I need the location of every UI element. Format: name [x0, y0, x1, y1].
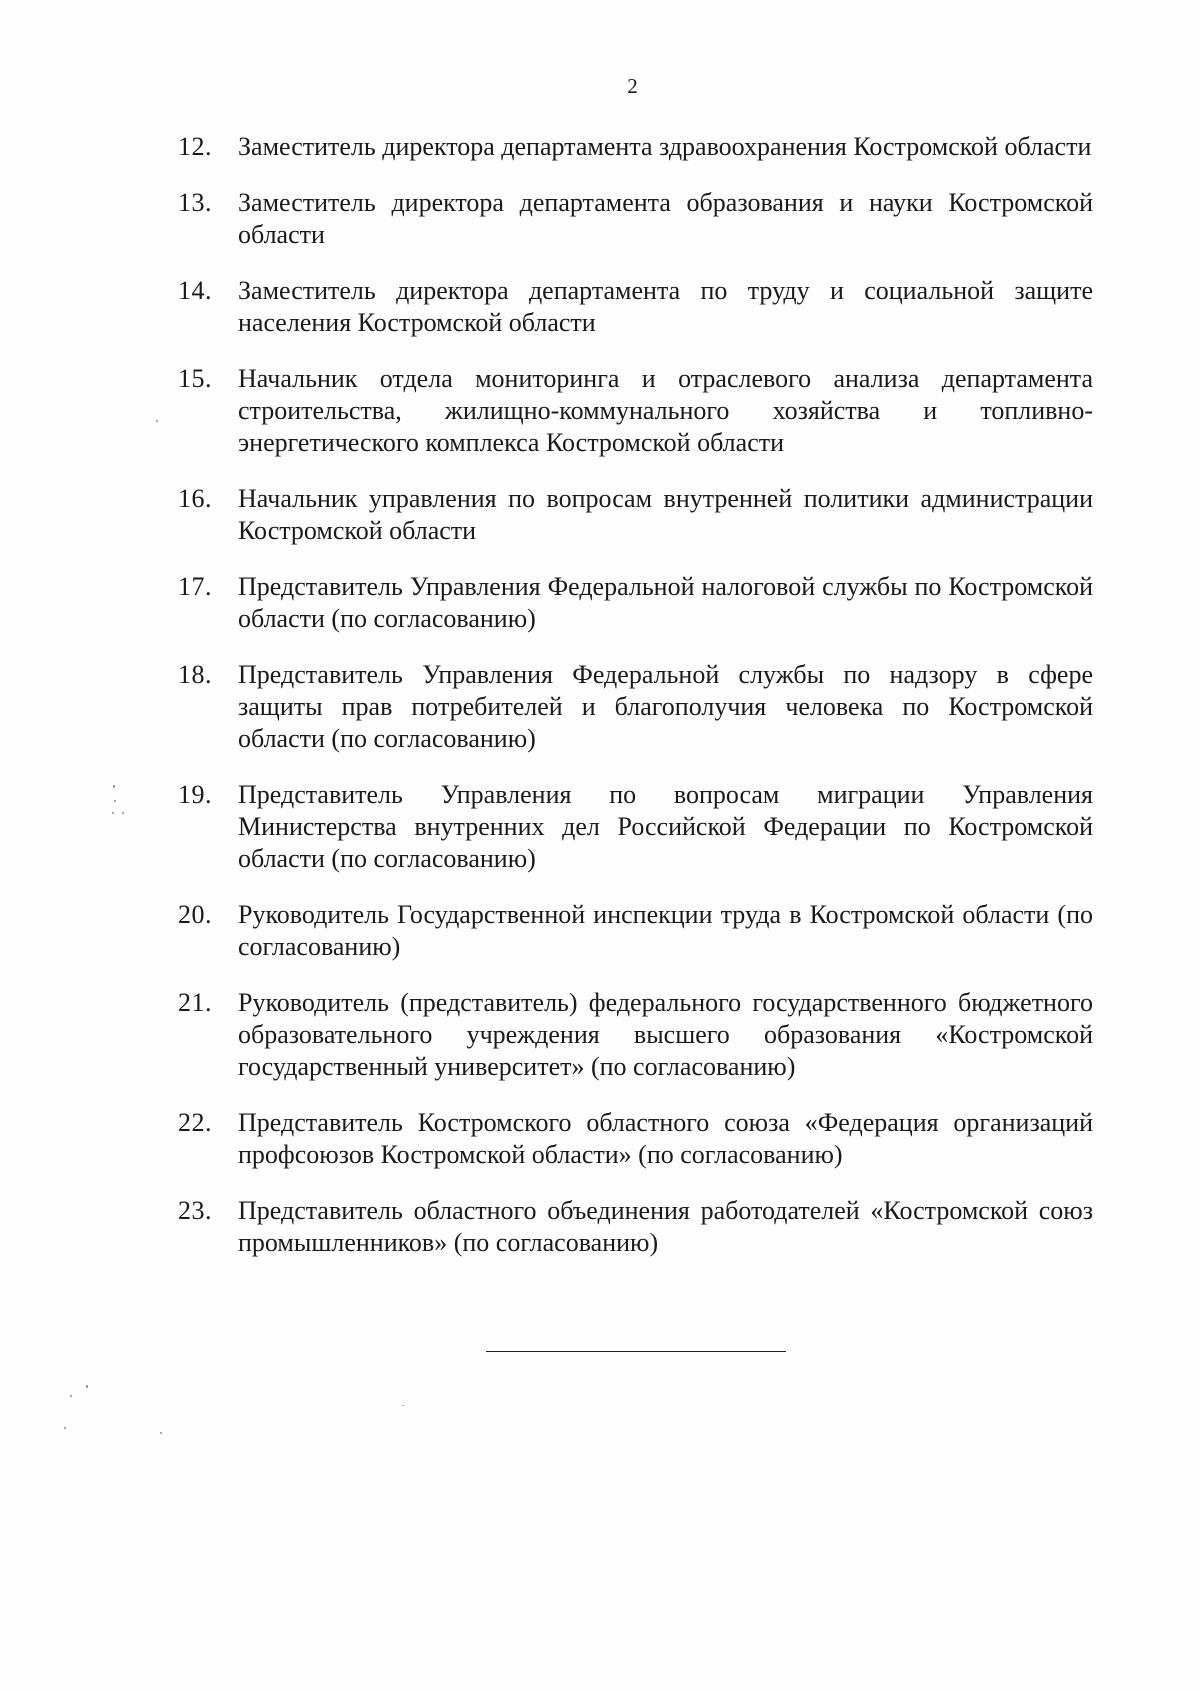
list-item: [178, 987, 1093, 1083]
member-list: [178, 131, 1093, 1283]
scan-speck: [114, 800, 116, 802]
item-number: 20.: [178, 900, 212, 929]
item-text: Начальник отдела мониторинга и отраслевого анализа департамента строительства, жилищно-коммунального хозяйства и топливно-энергетического комплекса Костромской области: [238, 364, 1093, 457]
item-text: Представитель Костромского областного союза «Федерация организаций профсоюзов Костромской области» (по согласованию): [238, 1108, 1093, 1169]
list-item: [178, 275, 1093, 339]
item-text: Представитель областного объединения работодателей «Костромской союз промышленников» (по согласованию): [238, 1196, 1093, 1257]
end-of-list-rule: [486, 1351, 786, 1352]
list-item: [178, 131, 1093, 163]
list-item: [178, 1107, 1093, 1171]
item-text: Руководитель Государственной инспекции труда в Костромской области (по согласованию): [238, 900, 1093, 961]
item-number: 15.: [178, 364, 212, 393]
list-item: [178, 1195, 1093, 1259]
item-number: 14.: [178, 276, 212, 305]
scan-speck: [86, 1385, 88, 1388]
item-number: 17.: [178, 572, 212, 601]
item-number: 18.: [178, 660, 212, 689]
item-number: 19.: [178, 780, 212, 809]
item-text: Заместитель директора департамента образования и науки Костромской области: [238, 188, 1093, 249]
list-item: [178, 779, 1093, 875]
scan-speck: [402, 1405, 404, 1406]
item-number: 22.: [178, 1108, 212, 1137]
list-item: [178, 571, 1093, 635]
page-number: 2: [627, 74, 638, 98]
item-text: Заместитель директора департамента здравоохранения Костромской области: [238, 132, 1092, 161]
scan-speck: [160, 1432, 162, 1434]
item-number: 16.: [178, 484, 212, 513]
scan-speck: [112, 812, 114, 814]
item-number: 23.: [178, 1196, 212, 1225]
item-text: Представитель Управления Федеральной службы по надзору в сфере защиты прав потребителей и благополучия человека по Костромской области (по согласованию): [238, 660, 1093, 753]
item-number: 13.: [178, 188, 212, 217]
scan-speck: [113, 785, 115, 788]
item-text: Руководитель (представитель) федерального государственного бюджетного образовательного учреждения высшего образования «Костромской государственный университет» (по согласованию): [238, 988, 1093, 1081]
scan-speck: [122, 812, 124, 814]
list-item: [178, 899, 1093, 963]
scan-speck: [156, 420, 158, 422]
item-text: Представитель Управления по вопросам миграции Управления Министерства внутренних дел Российской Федерации по Костромской области (по согласованию): [238, 780, 1093, 873]
item-text: Представитель Управления Федеральной налоговой службы по Костромской области (по согласованию): [238, 572, 1093, 633]
list-item: [178, 187, 1093, 251]
scan-speck: [70, 1395, 72, 1397]
item-number: 12.: [178, 132, 212, 161]
list-item: [178, 659, 1093, 755]
item-text: Начальник управления по вопросам внутренней политики администрации Костромской области: [238, 484, 1093, 545]
list-item: [178, 483, 1093, 547]
item-number: 21.: [178, 988, 212, 1017]
scan-speck: [64, 1427, 66, 1429]
list-item: [178, 363, 1093, 459]
item-text: Заместитель директора департамента по труду и социальной защите населения Костромской области: [238, 276, 1093, 337]
